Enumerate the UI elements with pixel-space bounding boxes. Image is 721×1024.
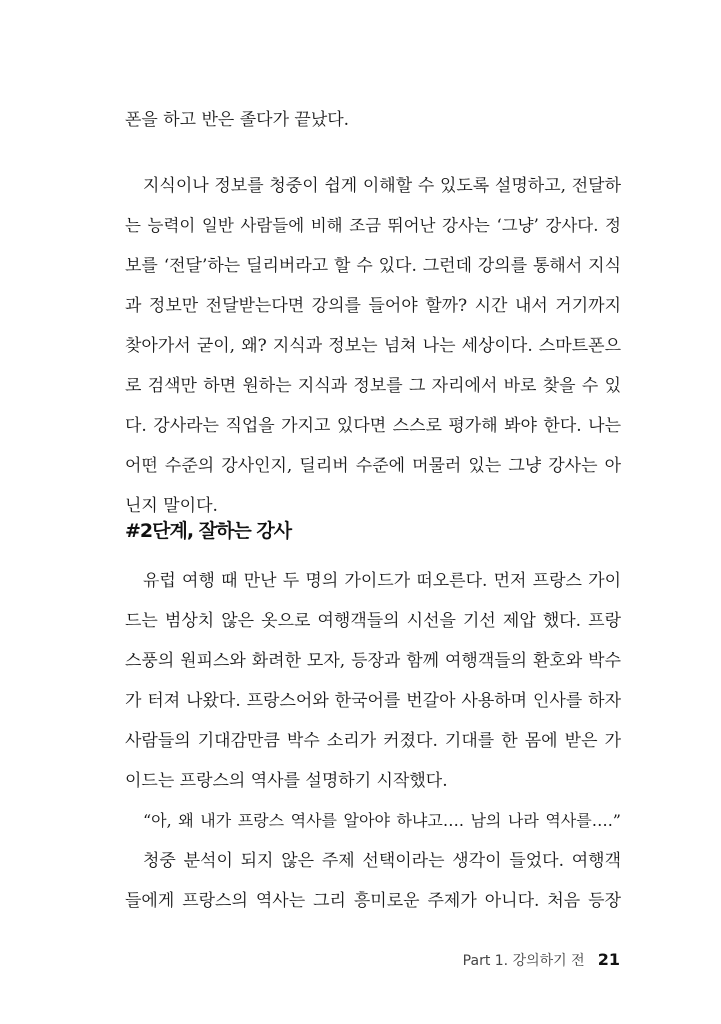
text-line: 다. 강사라는 직업을 가지고 있다면 스스로 평가해 봐야 한다. 나는: [125, 416, 621, 436]
text-line: 어떤 수준의 강사인지, 딜리버 수준에 머물러 있는 그냥 강사는 아: [125, 456, 621, 476]
paragraph-2: [125, 166, 621, 526]
running-footer-title: Part 1. 강의하기 전: [462, 953, 585, 969]
text-line: 지식이나 정보를 청중이 쉽게 이해할 수 있도록 설명하고, 전달하: [143, 176, 621, 196]
text-line: 스풍의 원피스와 화려한 모자, 등장과 함께 여행객들의 환호와 박수: [125, 651, 621, 671]
text-line: 드는 범상치 않은 옷으로 여행객들의 시선을 기선 제압 했다. 프랑: [125, 611, 621, 631]
text-line: 이드는 프랑스의 역사를 설명하기 시작했다.: [125, 771, 448, 791]
paragraph-3: [125, 561, 621, 921]
text-line: 로 검색만 하면 원하는 지식과 정보를 그 자리에서 바로 찾을 수 있: [125, 376, 621, 396]
section-heading: #2단계, 잘하는 강사: [125, 520, 292, 542]
text-line: 가 터져 나왔다. 프랑스어와 한국어를 번갈아 사용하며 인사를 하자: [125, 691, 621, 711]
text-line: 보를 ‘전달’하는 딜리버라고 할 수 있다. 그런데 강의를 통해서 지식: [125, 256, 621, 276]
text-line: 사람들의 기대감만큼 박수 소리가 커졌다. 기대를 한 몸에 받은 가: [125, 731, 621, 751]
text-line: 폰을 하고 반은 졸다가 끝났다.: [125, 110, 350, 130]
text-line: 청중 분석이 되지 않은 주제 선택이라는 생각이 들었다. 여행객: [143, 851, 621, 871]
text-line: 찾아가서 굳이, 왜? 지식과 정보는 넘쳐 나는 세상이다. 스마트폰으: [125, 336, 621, 356]
paragraph-1: [125, 100, 621, 140]
text-line: 유럽 여행 때 만난 두 명의 가이드가 떠오른다. 먼저 프랑스 가이: [143, 571, 621, 591]
text-line: “아, 왜 내가 프랑스 역사를 알아야 하냐고…. 남의 나라 역사를….”: [143, 811, 621, 830]
text-line: 들에게 프랑스의 역사는 그리 흥미로운 주제가 아니다. 처음 등장: [125, 891, 621, 911]
page-number: 21: [597, 950, 620, 969]
text-line: 과 정보만 전달받는다면 강의를 들어야 할까? 시간 내서 거기까지: [125, 296, 621, 316]
text-line: 는 능력이 일반 사람들에 비해 조금 뛰어난 강사는 ‘그냥’ 강사다. 정: [125, 216, 621, 235]
page-footer: [463, 950, 620, 971]
text-line: 닌지 말이다.: [125, 496, 218, 516]
